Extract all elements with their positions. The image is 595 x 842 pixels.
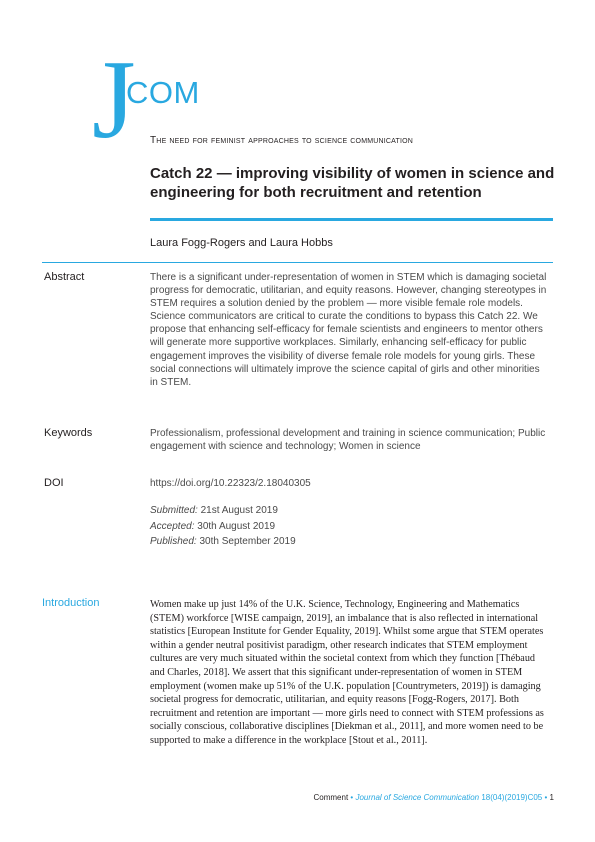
citation: 18(04)(2019)C05 — [481, 793, 543, 802]
page-footer — [314, 793, 555, 802]
abstract-text: There is a significant under-representation of women in STEM which is damaging societal progress for democratic, utilitarian, and equity reasons. However, changing stereotypes in STEM requires a solution denied by the problem — more visible female role models. Science communicators are critical to curate the conditions to bypass this Catch 22. We propose that enhancing self-efficacy for female scientists and engineers to mentor others will generate more supportive workplaces. Similarly, enhancing self-efficacy for public engagement improves the visibility of diverse female role models for young girls. These social connections will ultimately improve the science capital of girls and other minorities in STEM. — [150, 272, 547, 388]
abstract-label: Abstract — [44, 271, 85, 283]
publication-dates — [150, 503, 296, 550]
article-type: Comment — [313, 793, 349, 802]
page-number: 1 — [549, 793, 554, 802]
authors-rule — [42, 262, 553, 263]
introduction-text: Women make up just 14% of the U.K. Science, Technology, Engineering and Mathematics (STEM) workforce [WISE campaign, 2019], an imbalance that is also reflected in international statistics [European Institute for Gender Equality, 2019]. Whilst some argue that STEM operates within a gender neutral positivist paradigm, other research indicates that STEM employment cultures are very much situated within the societal context from which they function [Thébaud and Charles, 2018]. We assert that this significant under-representation of women in STEM employment (women make up 51% of the U.K. population [Countrymeters, 2019]) is damaging societal progress for democratic, utilitarian, and equity reasons [Fogg-Rogers, 2017]. Both recruitment and retention are important — more girls need to connect with STEM professions as socially conscious, collaborative disciplines [Diekman et al., 2011], and more women need to be supported to make a difference in the workplace [Stout et al., 2011]. — [150, 599, 544, 746]
accepted-date: Accepted: 30th August 2019 — [150, 520, 276, 532]
submitted-date: Submitted: 21st August 2019 — [150, 505, 278, 516]
doi-label: DOI — [44, 477, 64, 489]
introduction-heading: Introduction — [42, 597, 100, 609]
article-title: Catch 22 — improving visibility of women in science and engineering for both recruitment and retention — [150, 165, 555, 201]
keywords-label: Keywords — [44, 427, 93, 439]
footer-bullet: • — [350, 793, 354, 802]
section-label: The need for feminist approaches to science communication — [150, 135, 414, 146]
footer-bullet-2: • — [544, 793, 548, 802]
journal-logo-j: J — [92, 38, 136, 162]
published-date: Published: 30th September 2019 — [150, 536, 296, 547]
authors: Laura Fogg-Rogers and Laura Hobbs — [150, 237, 333, 249]
doi-link[interactable]: https://doi.org/10.22323/2.18040305 — [150, 478, 311, 489]
journal-logo-com: COM — [126, 75, 200, 110]
keywords-text: Professionalism, professional development and training in science communication; Public engagement with science and technology; Women in science — [150, 428, 546, 453]
journal-name: Journal of Science Communication — [355, 793, 480, 802]
title-rule — [150, 218, 553, 221]
